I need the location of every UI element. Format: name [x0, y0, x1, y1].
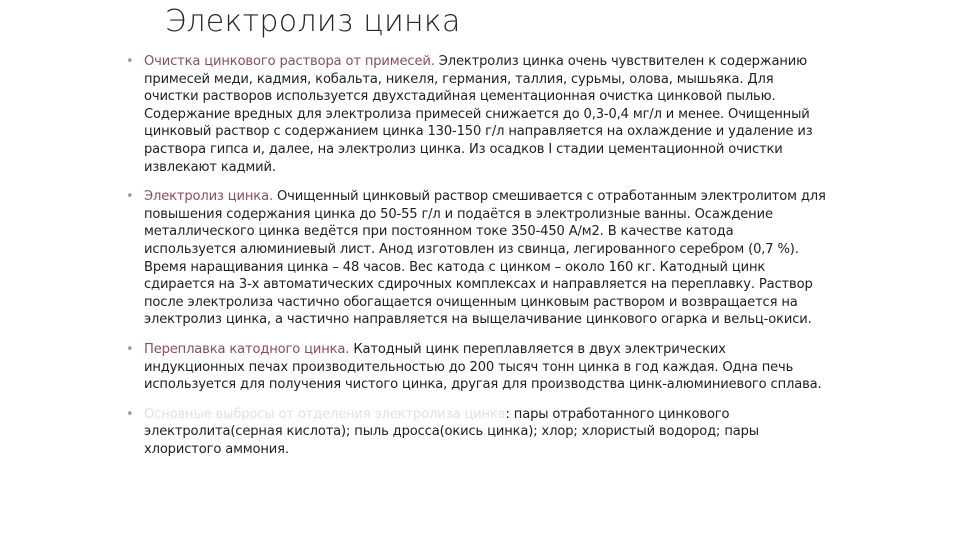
bullet-text: Электролиз цинка очень чувствителен к содержанию примесей меди, кадмия, кобальта, никеля, германия, таллия, сурьмы, олова, мышьяка. Для очистки растворов используется двухстадийная цементационная очистка цинковой пылью. Содержание вредных для электролиза примесей снижается до 0,3-0,4 мг/л и менее. Очищенный цинковый раствор с содержанием цинка 130-150 г/л направляется на охлаждение и удаление из раствора гипса и, далее, на электролиз цинка. Из осадков I стадии цементационной очистки извлекают кадмий.	[144, 54, 813, 175]
bullet-main-emissions	[126, 406, 826, 459]
bullet-heading: Электролиз цинка.	[144, 189, 273, 205]
bullet-zinc-electrolysis	[126, 188, 826, 329]
bullet-text: : пары отработанного цинкового электролита(серная кислота); пыль дросса(окись цинка); хлор; хлористый водород; пары хлористого аммония.	[144, 406, 759, 457]
bullet-text: Очищенный цинковый раствор смешивается с отработанным электролитом для повышения содержания цинка до 50-55 г/л и подаётся в электролизные ванны. Осаждение металлического цинка ведётся при постоянном токе 350-450 А/м2. В качестве катода используется алюминиевый лист. Анод изготовлен из свинца, легированного серебром (0,7 %). Время наращивания цинка – 48 часов. Вес катода с цинком – около 160 кг. Катодный цинк сдирается на 3-х автоматических сдирочных комплексах и направляется на переплавку. Раствор после электролиза частично обогащается очищенным цинковым раствором и возвращается на электролиз цинка, а частично направляется на выщелачивание цинкового огарка и вельц-окиси.	[144, 189, 826, 328]
bullet-heading: Основные выбросы от отделения электролиза цинка	[144, 406, 506, 422]
bullet-heading: Переплавка катодного цинка.	[144, 341, 350, 357]
slide-body	[126, 53, 826, 470]
bullet-zinc-solution-purification	[126, 53, 826, 176]
bullet-text: Катодный цинк переплавляется в двух электрических индукционных печах производительностью до 200 тысяч тонн цинка в год каждая. Одна печь используется для получения чистого цинка, другая для производства цинк-алюминиевого сплава.	[144, 341, 822, 393]
bullet-cathode-zinc-remelting	[126, 341, 826, 394]
bullet-heading: Очистка цинкового раствора от примесей.	[144, 54, 435, 69]
slide-title: Электролиз цинка	[165, 4, 461, 39]
